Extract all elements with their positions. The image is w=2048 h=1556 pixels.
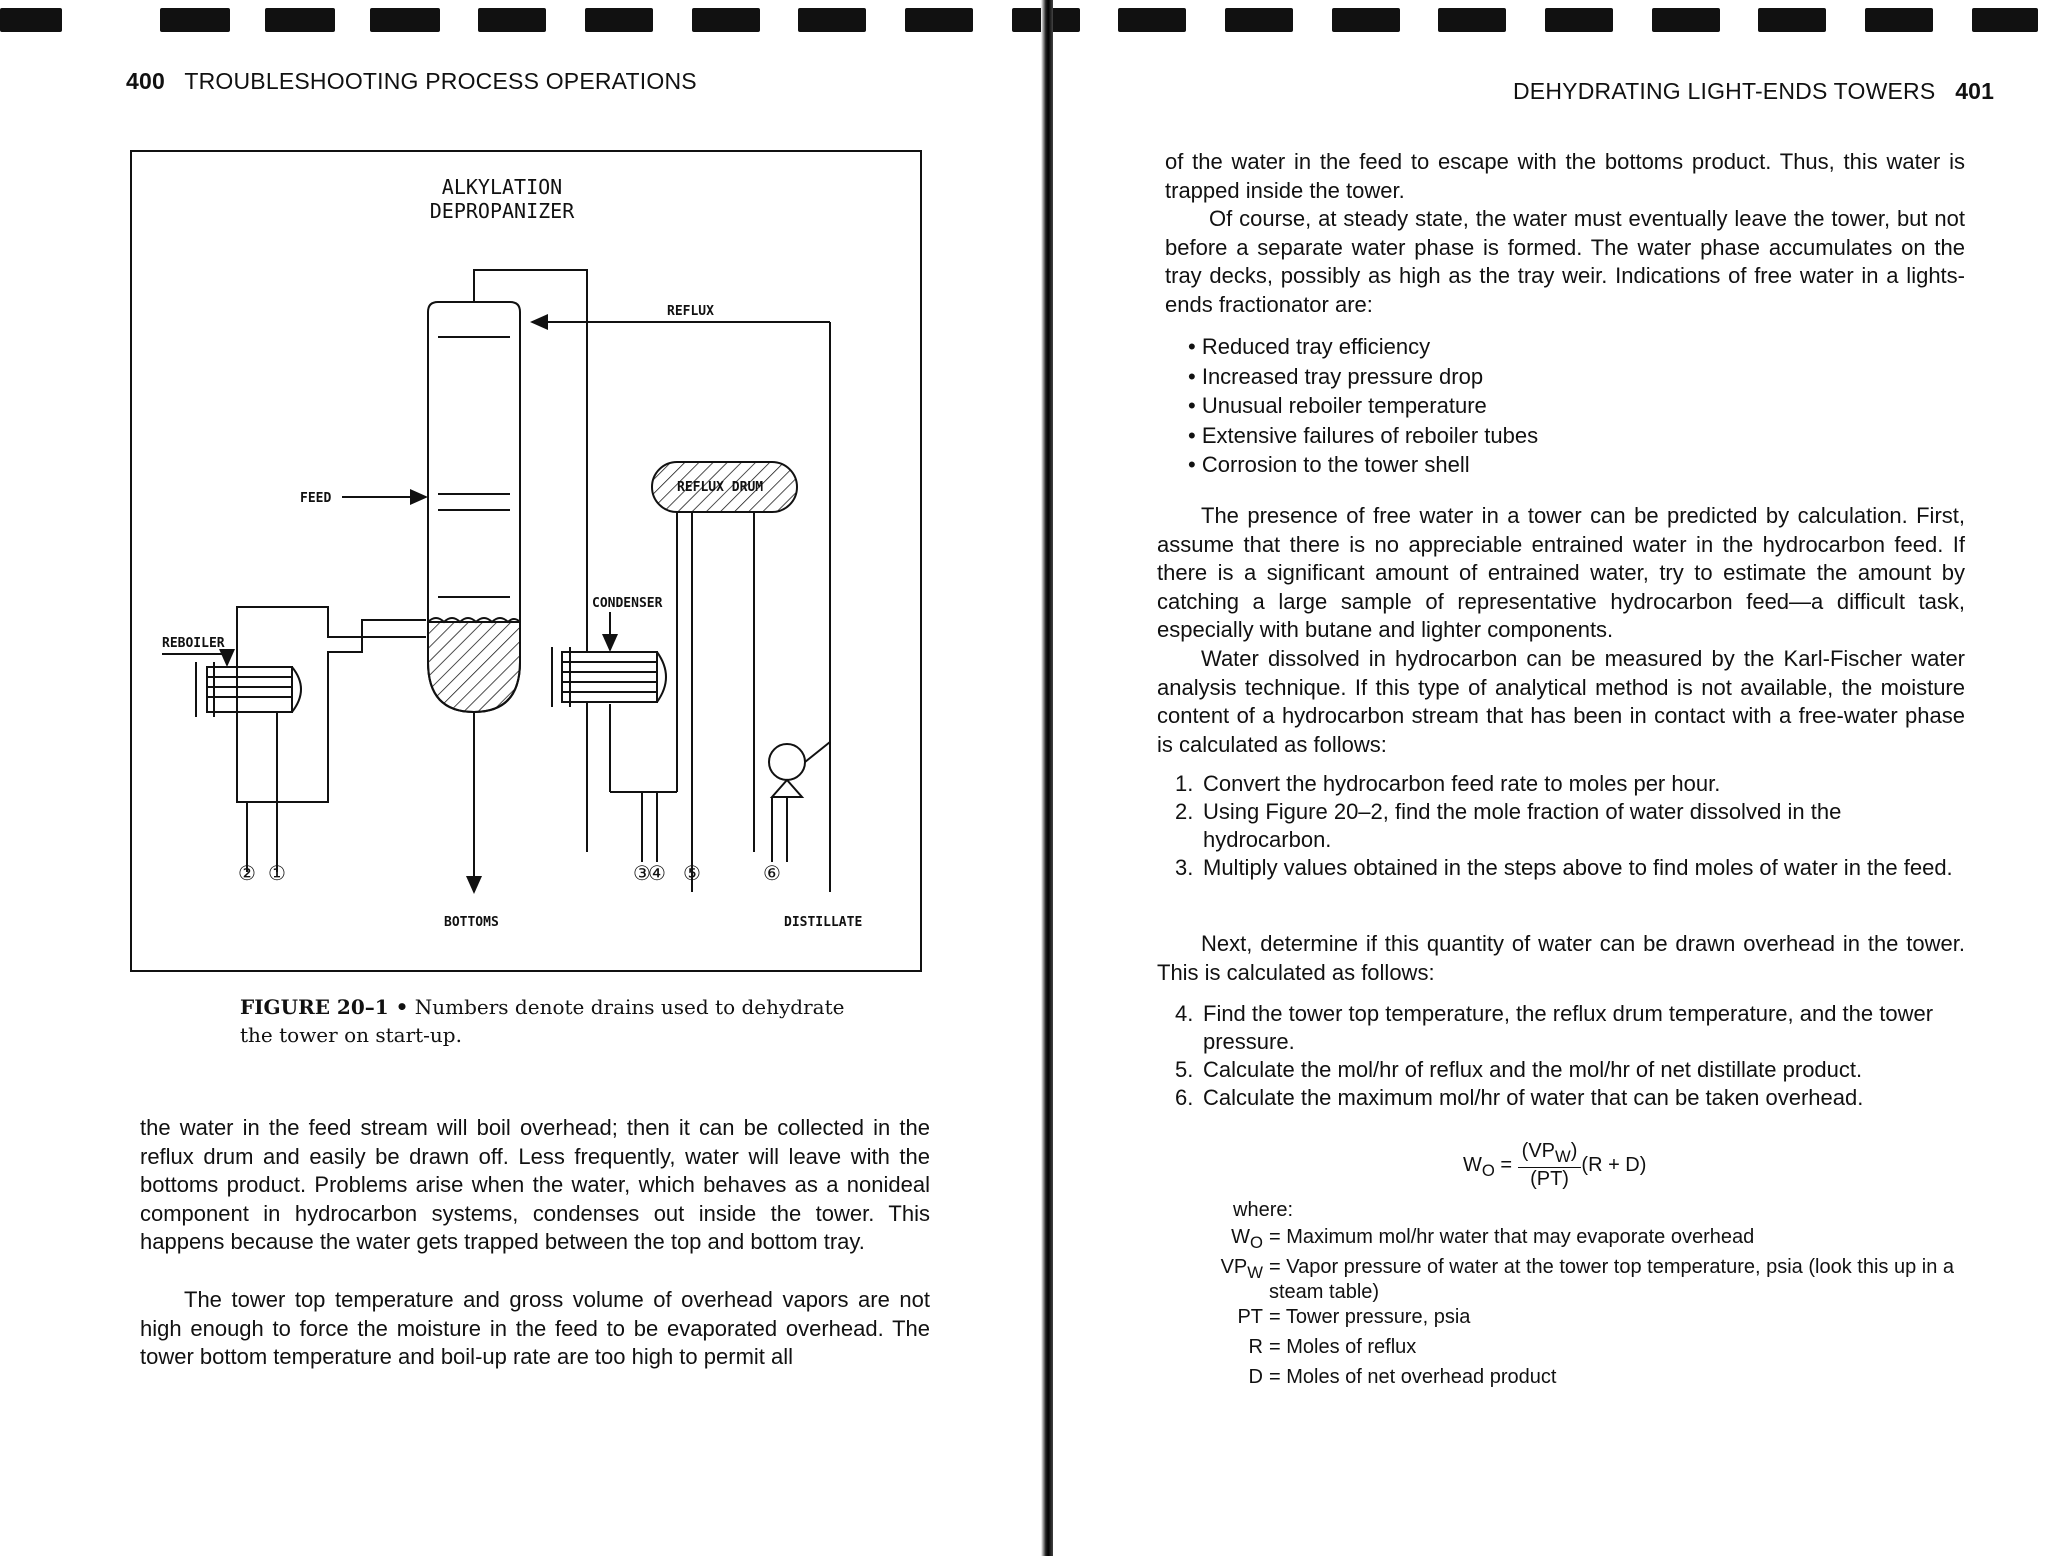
label-reflux: REFLUX — [667, 304, 714, 319]
register-mark — [585, 8, 653, 32]
definitions-list — [1173, 1225, 1973, 1395]
register-mark — [160, 8, 230, 32]
caption-text: Numbers denote drains used to dehydrate the tower on start-up. — [240, 995, 845, 1047]
list-item: • Extensive failures of reboiler tubes — [1188, 421, 1888, 451]
def-symbol-text: PT — [1237, 1306, 1263, 1328]
steps-list-b — [1175, 1000, 1965, 1112]
list-item — [1175, 854, 1965, 882]
registration-marks — [0, 8, 2048, 34]
register-mark — [1225, 8, 1293, 32]
running-head-title: DEHYDRATING LIGHT-ENDS TOWERS — [1513, 78, 1936, 104]
drain-5: ⑤ — [683, 861, 701, 885]
drain-6: ⑥ — [763, 861, 781, 885]
left-running-head — [126, 68, 697, 95]
eq-num-sub: W — [1555, 1147, 1571, 1166]
register-mark — [1652, 8, 1720, 32]
register-mark — [1545, 8, 1613, 32]
where-label: where: — [1233, 1199, 1294, 1221]
drain-3: ③ — [633, 861, 651, 885]
body-paragraph: of the water in the feed to escape with the bottoms product. Thus, this water is trapped inside the tower. — [1165, 149, 1965, 203]
list-item — [1175, 770, 1965, 798]
step-text: Multiply values obtained in the steps above to find moles of water in the feed. — [1203, 855, 1953, 880]
def-symbol-text: VP — [1220, 1256, 1248, 1278]
label-distillate: DISTILLATE — [784, 915, 863, 930]
step-text: Using Figure 20–2, find the mole fraction of water dissolved in the hydrocarbon. — [1203, 799, 1842, 852]
eq-lhs-sub: O — [1481, 1160, 1495, 1180]
body-paragraph: The tower top temperature and gross volume of overhead vapors are not high enough to force the moisture in the feed to be evaporated overhead. The tower bottom temperature and boil-up rate are too high to permit all — [140, 1287, 930, 1369]
figure-title-line2: DEPROPANIZER — [429, 199, 575, 223]
register-mark — [798, 8, 866, 32]
body-paragraph: the water in the feed stream will boil overhead; then it can be collected in the reflux drum and easily be drawn off. Less frequently, water will leave with the bottoms product. Problems arise when the water, which behaves as a nonideal component in hydrocarbon systems, condenses out inside the tower. This happens because the water gets trapped between the top and bottom tray. — [140, 1115, 930, 1254]
list-item: • Increased tray pressure drop — [1188, 362, 1888, 392]
register-mark — [0, 8, 62, 32]
drain-2: ② — [238, 861, 256, 885]
def-symbol-sub: W — [1247, 1263, 1263, 1282]
body-paragraph: Of course, at steady state, the water must eventually leave the tower, but not before a separate water phase is formed. The water phase accumulates on the tray decks, possibly as high as the tray weir. Indications of free water in a lights-ends fractionator are: — [1165, 206, 1965, 317]
step-text: Calculate the mol/hr of reflux and the mol/hr of net distillate product. — [1203, 1057, 1863, 1082]
def-text: = Moles of reflux — [1269, 1336, 1417, 1358]
def-text: = Vapor pressure of water at the tower top temperature, psia (look this up in a steam table) — [1269, 1256, 1954, 1303]
body-paragraph: The presence of free water in a tower can be predicted by calculation. First, assume that there is no appreciable entrained water in the hydrocarbon feed. If there is a significant amount of entrained water, try to estimate the amount by catching a large sample of representative hydrocarbon feed—a difficult task, especially with butane and lighter components. — [1157, 503, 1965, 642]
label-reboiler: REBOILER — [162, 636, 225, 651]
definition-row — [1173, 1365, 1973, 1395]
figure-caption — [240, 993, 880, 1049]
depropanizer-diagram — [132, 152, 920, 970]
caption-label: FIGURE 20–1 • — [240, 995, 409, 1019]
def-symbol — [1173, 1255, 1269, 1305]
def-symbol — [1173, 1365, 1269, 1395]
step-number: 5. — [1175, 1057, 1194, 1082]
def-text: = Maximum mol/hr water that may evaporate overhead — [1269, 1226, 1755, 1248]
step-number: 2. — [1175, 799, 1194, 824]
running-head-title: TROUBLESHOOTING PROCESS OPERATIONS — [184, 68, 697, 94]
register-mark — [1118, 8, 1186, 32]
list-item: • Reduced tray efficiency — [1188, 332, 1888, 362]
step-number: 4. — [1175, 1001, 1194, 1026]
drain-4: ④ — [648, 861, 666, 885]
definition-row — [1173, 1305, 1973, 1335]
step-number: 1. — [1175, 771, 1194, 796]
step-text: Convert the hydrocarbon feed rate to moles per hour. — [1203, 771, 1721, 796]
def-symbol — [1173, 1225, 1269, 1255]
label-feed: FEED — [300, 491, 332, 506]
register-mark — [905, 8, 973, 32]
def-text: = Moles of net overhead product — [1269, 1366, 1557, 1388]
eq-denominator: (PT) — [1530, 1168, 1569, 1190]
def-symbol — [1173, 1335, 1269, 1365]
step-number: 3. — [1175, 855, 1194, 880]
eq-tail: (R + D) — [1581, 1153, 1647, 1176]
register-mark — [1865, 8, 1933, 32]
right-running-head — [1513, 78, 1994, 105]
register-mark — [692, 8, 760, 32]
eq-equals: = — [1494, 1153, 1518, 1176]
eq-lhs: W — [1463, 1153, 1482, 1176]
list-item — [1175, 1000, 1965, 1056]
def-text: = Tower pressure, psia — [1269, 1306, 1471, 1328]
def-symbol — [1173, 1305, 1269, 1335]
eq-numerator — [1518, 1140, 1582, 1168]
eq-num: (VP — [1521, 1140, 1555, 1162]
list-item: • Corrosion to the tower shell — [1188, 450, 1888, 480]
def-symbol-text: D — [1248, 1366, 1263, 1388]
page-number: 400 — [126, 68, 165, 94]
indications-list — [1188, 332, 1888, 480]
label-condenser: CONDENSER — [592, 596, 663, 611]
def-symbol-text: W — [1231, 1226, 1251, 1248]
step-text: Calculate the maximum mol/hr of water that can be taken overhead. — [1203, 1085, 1864, 1110]
label-reflux-drum: REFLUX DRUM — [677, 480, 764, 495]
figure-title-line1: ALKYLATION — [441, 175, 563, 199]
register-mark — [478, 8, 546, 32]
eq-num-close: ) — [1570, 1140, 1578, 1162]
water-equation — [1463, 1140, 1646, 1191]
step-text: Find the tower top temperature, the reflux drum temperature, and the tower pressure. — [1203, 1001, 1934, 1054]
list-item — [1175, 1056, 1965, 1084]
list-item — [1175, 798, 1965, 854]
register-mark — [1332, 8, 1400, 32]
definition-row — [1173, 1225, 1973, 1255]
steps-list-a — [1175, 770, 1965, 882]
page-number: 401 — [1955, 78, 1995, 104]
eq-fraction — [1518, 1140, 1582, 1191]
definition-row — [1173, 1335, 1973, 1365]
register-mark — [1758, 8, 1826, 32]
list-item: • Unusual reboiler temperature — [1188, 391, 1888, 421]
body-paragraph: Next, determine if this quantity of water can be drawn overhead in the tower. This is calculated as follows: — [1157, 931, 1965, 985]
list-item — [1175, 1084, 1965, 1112]
step-number: 6. — [1175, 1085, 1194, 1110]
drain-1: ① — [268, 861, 286, 885]
def-symbol-text: R — [1248, 1336, 1263, 1358]
definition-row — [1173, 1255, 1973, 1305]
register-mark — [1438, 8, 1506, 32]
figure-box — [130, 150, 922, 972]
register-mark — [370, 8, 440, 32]
label-bottoms: BOTTOMS — [444, 915, 499, 930]
register-mark — [1972, 8, 2038, 32]
def-symbol-sub: O — [1250, 1233, 1263, 1252]
register-mark — [265, 8, 335, 32]
body-paragraph: Water dissolved in hydrocarbon can be measured by the Karl-Fischer water analysis technique. If this type of analytical method is not available, the moisture content of a hydrocarbon stream that has been in contact with a free-water phase is calculated as follows: — [1157, 646, 1965, 757]
book-spine — [1041, 0, 1053, 1556]
